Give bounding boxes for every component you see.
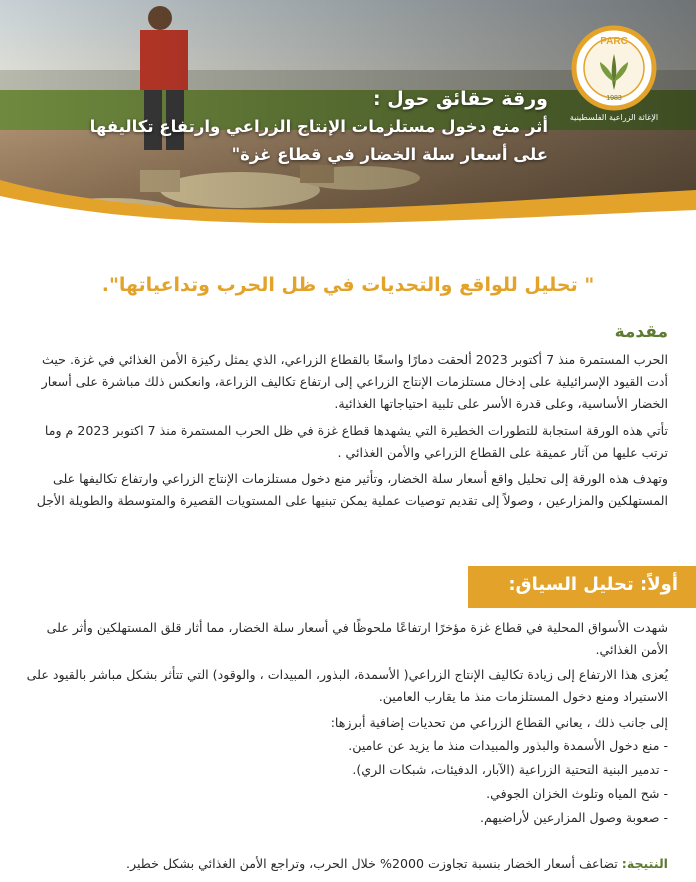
logo-acronym: PARC — [600, 36, 628, 47]
result-line — [126, 856, 668, 871]
headline-line-2: أثر منع دخول مستلزمات الإنتاج الزراعي وارتفاع تكاليفها — [89, 117, 548, 136]
parc-logo — [566, 20, 662, 130]
document-subtitle: " تحليل للواقع والتحديات في ظل الحرب وتداعياتها". — [101, 274, 595, 296]
headline-title: ورقة حقائق حول : — [372, 88, 548, 110]
logo-org-name: الإغاثة الزراعية الفلسطينية — [569, 113, 659, 122]
list-item: - شح المياه وتلوث الخزان الجوفي. — [486, 786, 668, 801]
intro-heading: مقدمة — [614, 322, 668, 342]
intro-paragraph-2: تأتي هذه الورقة استجابة للتطورات الخطيرة التي يشهدها قطاع غزة في ظل الحرب المستمرة منذ 7 اكتوبر 2023 م وما ترتب عليها من آثار عميقة على القطاع الزراعي والأمن الغذائي . — [44, 423, 668, 460]
context-heading: أولاً: تحليل السياق: — [508, 574, 678, 595]
list-item: - صعوبة وصول المزارعين لأراضيهم. — [479, 810, 668, 825]
context-paragraph-1: شهدت الأسواق المحلية في قطاع غزة مؤخرًا ارتفاعًا ملحوظًا في أسعار سلة الخضار، مما أثار قلق المستهلكين وأثر على الأمن الغذائي. — [46, 620, 668, 657]
context-paragraph-3: إلى جانب ذلك ، يعاني القطاع الزراعي من تحديات إضافية أبرزها: — [330, 715, 668, 730]
list-item: - منع دخول الأسمدة والبذور والمبيدات منذ ما يزيد عن عامين. — [348, 738, 668, 753]
headline-line-3: على أسعار سلة الخضار في قطاع غزة" — [231, 145, 548, 164]
result-text: تضاعف أسعار الخضار بنسبة تجاوزت 2000% خلال الحرب، وتراجع الأمن الغذائي بشكل خطير. — [126, 856, 618, 871]
intro-paragraph-3: وتهدف هذه الورقة إلى تحليل واقع أسعار سلة الخضار، وتأثير منع دخول مستلزمات الإنتاج الزراعي وارتفاع تكاليفها على المستهلكين والمزارعين ، وصولاً إلى تقديم توصيات عملية يمكن تبنيها على المستويات القصيرة والمتوسطة والطويلة الأجل — [36, 471, 668, 508]
challenges-list — [28, 734, 668, 830]
context-paragraph-2: يُعزى هذا الارتفاع إلى زيادة تكاليف الإنتاج الزراعي( الأسمدة، البذور، المبيدات ، والوقود) التي تتأثر بشكل مباشر بالقيود على الاستيراد ومنع دخول المستلزمات منذ ما يقارب العامين. — [26, 667, 668, 704]
list-item: - تدمير البنية التحتية الزراعية (الآبار، الدفيئات، شبكات الري). — [352, 762, 668, 777]
intro-paragraph-1: الحرب المستمرة منذ 7 أكتوبر 2023 ألحقت دمارًا واسعًا بالقطاع الزراعي، الذي يمثل ركيزة الأمن الغذائي في غزة. حيث أدت القيود الإسرائيلية على إدخال مستلزمات الإنتاج الزراعي إلى ارتفاع تكاليف الزراعة، وانعكس ذلك مباشرة على أسعار الخضار الأساسية، وعلى قدرة الأسر على تلبية احتياجاتها الغذائية. — [41, 352, 668, 411]
result-label: النتيجة: — [621, 856, 668, 871]
logo-year: 1983 — [606, 95, 622, 102]
headline — [78, 86, 548, 168]
header-banner — [0, 0, 696, 250]
